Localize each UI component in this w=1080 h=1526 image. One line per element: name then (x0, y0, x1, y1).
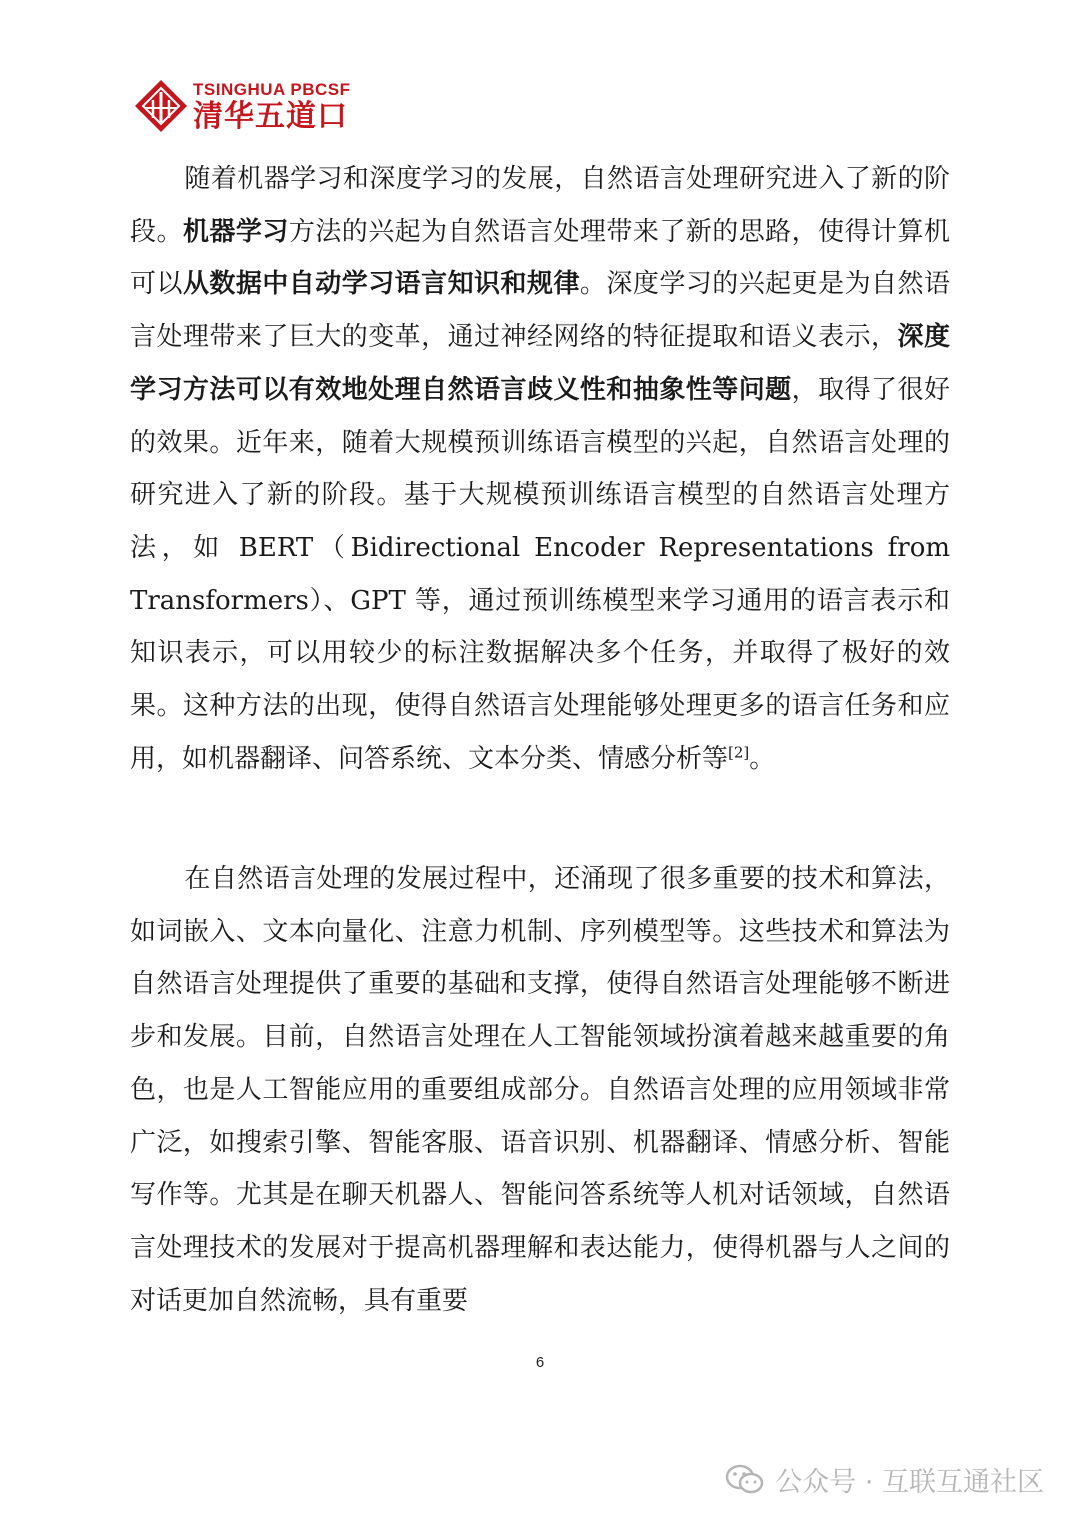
p1-text-1: 随着机器学习和深度学习的发展，自然语言处理研究进入了新的阶段。 (130, 164, 950, 247)
p1-text-5: 。 (749, 743, 776, 774)
watermark-text: 公众号 · 互联互通社区 (775, 1467, 1044, 1498)
citation: [2] (728, 743, 750, 762)
logo-english-text: TSINGHUA PBCSF (193, 79, 351, 99)
p2-text: 在自然语言处理的发展过程中，还涌现了很多重要的技术和算法，如词嵌入、文本向量化、注意力机制、序列模型等。这些技术和算法为自然语言处理提供了重要的基础和支撑，使得自然语言处理能够不断进步和发展。目前，自然语言处理在人工智能领域扮演着越来越重要的角色，也是人工智能应用的重要组成部分。自然语言处理的应用领域非常广泛，如搜索引擎、智能客服、语音识别、机器翻译、情感分析、智能写作等。尤其是在聊天机器人、智能问答系统等人机对话领域，自然语言处理技术的发展对于提高机器理解和表达能力，使得机器与人之间的对话更加自然流畅，具有重要 (130, 864, 950, 1316)
p1-bold-2: 从数据中自动学习语言知识和规律 (182, 269, 580, 300)
watermark (725, 1460, 1044, 1499)
wechat-icon (725, 1464, 765, 1496)
paragraph-2 (130, 853, 950, 1327)
pbcsf-logo-icon (133, 78, 189, 134)
logo-chinese-text: 清华五道口 (193, 98, 348, 134)
logo (133, 78, 351, 134)
p1-bold-3: 深度学习方法可以有效地处理自然语言歧义性和抽象性等问题 (130, 322, 950, 405)
p1-text-2: 方法的兴起为自然语言处理带来了新的思路，使得计算机可以 (130, 216, 950, 300)
p1-text-4: ，取得了很好的效果。近年来，随着大规模预训练语言模型的兴起，自然语言处理的研究进入了新的阶段。基于大规模预训练语言模型的自然语言处理方法，如 BERT（Bidirectional Encoder Representations from Transformers）、GPT 等，通过预训练模型来学习通用的语言表示和知识表示，可以用较少的标注数据解决多个任务，并取得了极好的效果。这种方法的出现，使得自然语言处理能够处理更多的语言任务和应用，如机器翻译、问答系统、文本分类、情感分析等 (130, 374, 950, 774)
paragraph-1 (130, 153, 950, 785)
page-number: 6 (535, 1354, 545, 1371)
p1-text-3: 。深度学习的兴起更是为自然语言处理带来了巨大的变革，通过神经网络的特征提取和语义表示， (130, 269, 950, 353)
p1-bold-1: 机器学习 (182, 216, 289, 247)
